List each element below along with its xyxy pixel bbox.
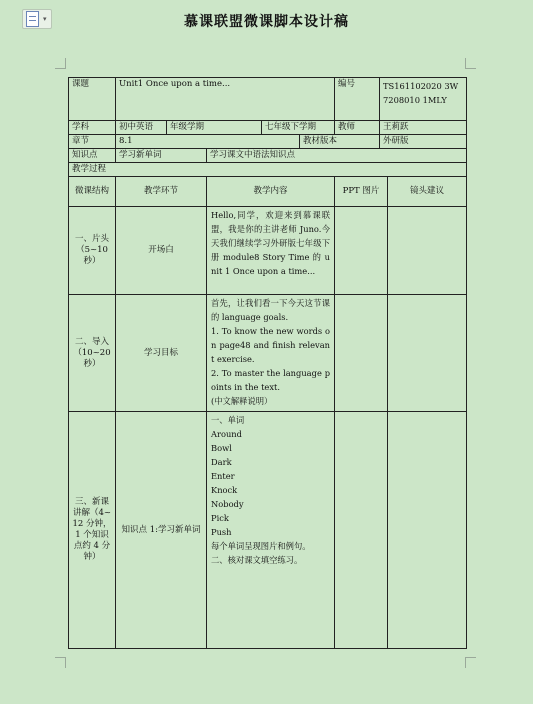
textbook-value: 外研版 <box>380 135 467 149</box>
teacher-label: 教师 <box>335 121 380 135</box>
row-content: Hello,同学，欢迎来到慕课联盟，我是你的主讲老师 Juno.今天我们继续学习外研版七年级下册 module8 Story Time 的 unit 1 Once upon a time... <box>207 207 335 295</box>
knowledge-value-1: 学习新单词 <box>116 149 207 163</box>
table-row <box>69 412 467 649</box>
crop-mark-top-right <box>465 58 476 69</box>
grade-term-value: 七年级下学期 <box>262 121 335 135</box>
col-step: 教学环节 <box>116 177 207 207</box>
section-row <box>69 135 467 149</box>
row-camera <box>388 295 467 412</box>
crop-mark-bottom-left <box>55 657 66 668</box>
topic-row <box>69 78 467 121</box>
grade-term-label: 年级学期 <box>167 121 262 135</box>
col-ppt: PPT 图片 <box>335 177 388 207</box>
process-label: 教学过程 <box>69 163 467 177</box>
knowledge-row <box>69 149 467 163</box>
dropdown-arrow-icon: ▾ <box>43 15 47 23</box>
row-ppt <box>335 295 388 412</box>
col-camera: 镜头建议 <box>388 177 467 207</box>
row-step: 开场白 <box>116 207 207 295</box>
table-row <box>69 207 467 295</box>
topic-label: 课题 <box>69 78 116 121</box>
section-value: 8.1 <box>116 135 300 149</box>
row-structure: 三、新课讲解（4~12 分钟，1 个知识点约 4 分钟） <box>69 412 116 649</box>
row-camera <box>388 207 467 295</box>
crop-mark-top-left <box>55 58 66 69</box>
topic-value: Unit1 Once upon a time... <box>116 78 335 121</box>
knowledge-value-2: 学习课文中语法知识点 <box>207 149 467 163</box>
row-camera <box>388 412 467 649</box>
code-value: TS161102020 3W7208010 1MLY <box>380 78 467 121</box>
row-structure: 二、导入（10~20 秒） <box>69 295 116 412</box>
subject-value: 初中英语 <box>116 121 167 135</box>
row-step: 学习目标 <box>116 295 207 412</box>
document-title: 慕课联盟微课脚本设计稿 <box>184 14 349 30</box>
script-design-table <box>68 77 467 649</box>
column-header-row <box>69 177 467 207</box>
col-structure: 微课结构 <box>69 177 116 207</box>
subject-row <box>69 121 467 135</box>
row-content: 首先，让我们看一下今天这节课的 language goals. 1. To know the new words on page48 and finish relevant exercise. 2. To master the language points in the text. (中文解释说明） <box>207 295 335 412</box>
crop-mark-bottom-right <box>465 657 476 668</box>
row-ppt <box>335 207 388 295</box>
table-row <box>69 295 467 412</box>
row-ppt <box>335 412 388 649</box>
row-structure: 一、片头（5~10 秒） <box>69 207 116 295</box>
textbook-label: 教材版本 <box>300 135 380 149</box>
row-content: 一、单词 Around Bowl Dark Enter Knock Nobody Pick Push 每个单词呈现图片和例句。 二、核对课文填空练习。 <box>207 412 335 649</box>
col-content: 教学内容 <box>207 177 335 207</box>
process-row <box>69 163 467 177</box>
teacher-value: 王莉跃 <box>380 121 467 135</box>
code-label: 编号 <box>335 78 380 121</box>
row-step: 知识点 1:学习新单词 <box>116 412 207 649</box>
subject-label: 学科 <box>69 121 116 135</box>
knowledge-label: 知识点 <box>69 149 116 163</box>
section-label: 章节 <box>69 135 116 149</box>
